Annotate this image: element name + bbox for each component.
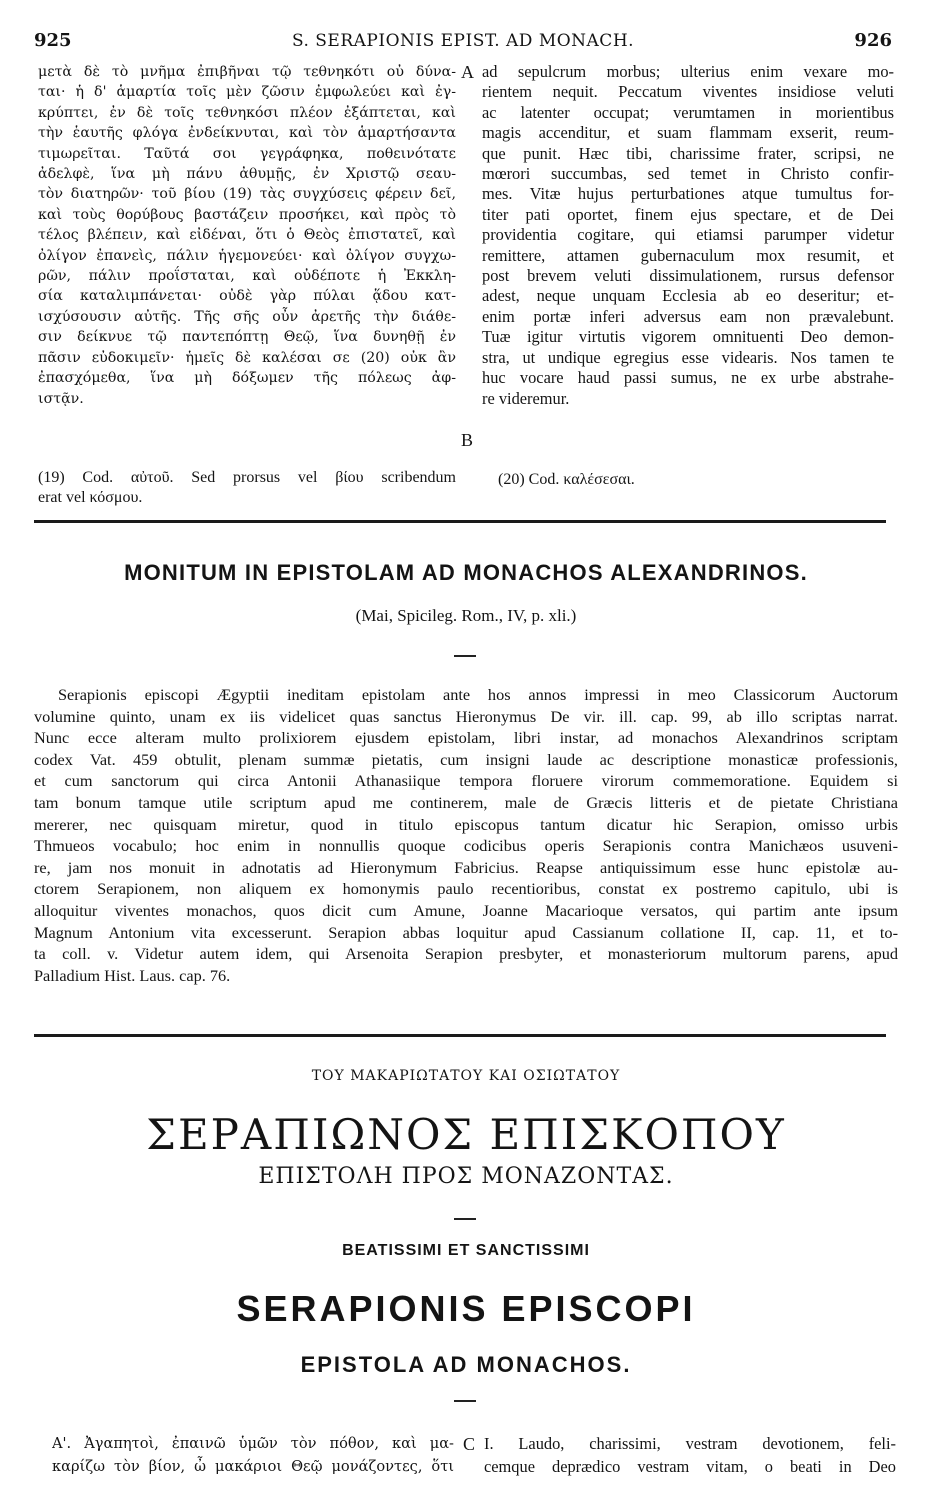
- monitum-text-line: Thmueos vocabulo; hoc enim in nonnullis quoque codicibus operis Serapionis contra Manichæos usuveni-: [34, 836, 898, 856]
- latin-footnote-20: (20) Cod. καλέσεσαι.: [498, 471, 635, 488]
- monitum-text-line: mererer, nec quisquam miretur, quod in titulo episcopus tantum dicatur hic Serapion, omisso urbis: [34, 814, 898, 834]
- monitum-text-line: Palladium Hist. Laus. cap. 76.: [34, 965, 231, 985]
- latin-text-line: ad sepulcrum morbus; ulterius enim vexare mo-: [482, 62, 894, 81]
- monitum-text-line: et cum sanctorum qui circa Antonii Athanasiique tempora floruere virorum commemoratione. Equidem si: [34, 771, 898, 791]
- section-rule-top: [34, 520, 886, 523]
- latin-text-line: ac latenter occupat; verumtamen in morientibus: [482, 102, 894, 122]
- latin-title-sub: EPISTOLA AD MONACHOS.: [300, 1352, 632, 1377]
- latin-text-line: magis accenditur, et suam flammam exserit, reum-: [482, 123, 894, 143]
- latin-text-line: post brevem veluti dissimulationem, rursus defensor: [482, 266, 894, 286]
- greek-text-line: ιστᾷν.: [38, 390, 84, 407]
- latin-text-line: mœrori succumbas, sed temet in Christo confir-: [482, 164, 894, 184]
- running-header: [34, 30, 892, 56]
- latin-text-line: cemque deprædico vestram vitam, o beati in Deo: [484, 1457, 896, 1476]
- latin-text-line: providentia cogitare, qui etiamsi parumper videtur: [482, 225, 894, 245]
- greek-text-line: ρῶν, πάλιν προΐσταται, καὶ οὐδέποτε ἡ Ἐκκλη-: [38, 268, 456, 285]
- monitum-text-line: alloquitur viventes monachos, quos dicit cum Amune, Joanne Macarioque versatos, qui partim ante ipsum: [34, 900, 898, 920]
- latin-text-line: remittere, attamen gubernaculum mox resumit, et: [482, 245, 894, 265]
- footnote-line: (19) Cod. αὐτοῦ. Sed prorsus vel βίου scribendum: [38, 469, 456, 486]
- greek-text-line: τὴν ἑαυτῆς φλόγα ἐνδείκνυται, καὶ τὸν ἁμαρτήσαντα: [38, 125, 456, 142]
- latin-text-line: enim portæ inferi adversus eam non prævalebunt.: [482, 306, 894, 326]
- latin-text-line: adest, neque unquam Ecclesia ab eo deseritur; et-: [482, 286, 894, 306]
- latin-title-small: BEATISSIMI ET SANCTISSIMI: [342, 1242, 590, 1259]
- latin-text-line: rientem nequit. Peccatum viventes insidiose veluti: [482, 82, 894, 102]
- separator-dash: [454, 655, 476, 657]
- latin-text-line: Tuæ igitur virtutis vigorem omnituenti Deo demon-: [482, 327, 894, 347]
- greek-title-small: ΤΟΥ ΜΑΚΑΡΙΩΤΑΤΟΥ ΚΑΙ ΟΣΙΩΤΑΤΟΥ: [311, 1068, 621, 1084]
- page-number-left: 925: [34, 30, 72, 51]
- monitum-body: [34, 684, 898, 986]
- monitum-text-line: Nunc ecce alteram multo prolixiorem ejusdem epistolam, libri instar, ad monachos Alexandrinos scriptam: [34, 728, 898, 748]
- monitum-source-text: (Mai, Spicileg. Rom., IV, p. xli.): [355, 606, 577, 625]
- monitum-source: [0, 606, 932, 626]
- latin-text-line: re videremur.: [482, 388, 570, 408]
- latin-text-line: titer pati oportet, finem ejus spectare, et de Dei: [482, 204, 894, 224]
- margin-marker-a: A: [461, 62, 474, 82]
- greek-text-line: ἀδελφὲ, ἵνα μὴ πάνυ ἀθυμῇς, ἐν Χριστῷ σεαυ-: [38, 166, 456, 183]
- latin-title-main: SERAPIONIS EPISCOPI: [236, 1288, 696, 1329]
- monitum-text-line: volumine quinto, unam ex iis videlicet quas sanctus Hieronymus De vir. ill. cap. 99, ab illo scriptas narrat.: [34, 706, 898, 726]
- latin-text-line: huc vocare haud passi sumus, ne ex urbe abstrahe-: [482, 368, 894, 388]
- greek-text-line: ται· ἡ δ' ἁμαρτία τοῖς μὲν ζῶσιν ἐμφωλεύει καὶ ἐγ-: [38, 84, 456, 101]
- greek-text-line: τέλος βλέπειν, καὶ εἰδέναι, ὅτι ὁ Θεὸς ἐπιστατεῖ, καὶ: [38, 227, 456, 244]
- greek-text-line: Α'. Ἀγαπητοὶ, ἐπαινῶ ὑμῶν τὸν πόθον, καὶ μα-: [52, 1435, 454, 1452]
- margin-marker-b: B: [461, 430, 474, 450]
- top-latin-column: [482, 62, 894, 409]
- monitum-text-line: tam bonum tamque utile scriptum apud me continerem, male de Græcis litteris et de pietate Christiana: [34, 792, 898, 812]
- greek-text-line: σιν δείκνυε τῷ παντεπόπτῃ Θεῷ, ἵνα δυνηθῇ ἐν: [38, 329, 456, 346]
- greek-text-line: ισχύσουσιν αὐτῆς. Τῆς σῆς οὖν ἀρετῆς τὴν διάθε-: [38, 308, 456, 325]
- running-title: S. SERAPIONIS EPIST. AD MONACH.: [291, 31, 635, 51]
- bottom-latin-column: [484, 1432, 896, 1478]
- greek-text-line: ἐπασχόμεθα, ἵνα μὴ δόξωμεν τῆς πόλεως ἀφ-: [38, 370, 456, 387]
- monitum-text-line: Magnum Antonium vita excesserunt. Serapion abbas loquitur apud Cassianum collatione II, cap. 11, et to-: [34, 922, 898, 942]
- section-rule-middle: [34, 1034, 886, 1037]
- margin-marker-c: C: [463, 1434, 476, 1454]
- greek-text-line: ὀλίγον ἐπανεὶς, πάλιν ἡγεμονεύει· καὶ ὀλίγον συγχω-: [38, 247, 456, 264]
- monitum-text-line: re, jam nos monuit in adnotatis ad Hieronymum Fabricius. Reapse antiquissimum esse hunc epistolæ au-: [34, 857, 898, 877]
- monitum-text-line: codex Vat. 459 obtulit, plenam summæ pietatis, cum insigni laude ac descriptione monasticæ professionis,: [34, 749, 898, 769]
- latin-text-line: I. Laudo, charissimi, vestram devotionem, feli-: [484, 1434, 896, 1453]
- greek-text-line: μετὰ δὲ τὸ μνῆμα ἐπιβῆναι τῷ τεθνηκότι οὐ δύνα-: [38, 64, 456, 80]
- greek-text-line: καὶ τοὺς θορύβους βαστάζειν προσήκει, καὶ πρὸς τὸ: [38, 206, 456, 223]
- latin-text-line: mes. Vitæ hujus perturbationes atque tumultus for-: [482, 184, 894, 204]
- footnote-line: erat vel κόσμου.: [38, 489, 143, 507]
- latin-text-line: que punit. Hæc tibi, charissime frater, scripsi, ne: [482, 143, 894, 163]
- greek-text-line: σία καταλιμπάνεται· οὐδὲ γὰρ πύλαι ᾅδου κατ-: [38, 288, 456, 305]
- greek-text-line: τιμωρεῖται. Ταῦτά σοι γεγράφηκα, ποθεινότατε: [38, 145, 456, 162]
- greek-text-line: τὸν διατηρῶν· τοῦ βίου (19) τὰς συγχύσεις φέρειν δεῖ,: [38, 186, 456, 203]
- top-greek-column: [38, 62, 456, 409]
- separator-dash: [454, 1400, 476, 1402]
- monitum-text-line: Serapionis episcopi Ægyptii ineditam epistolam ante hos annos impressi in meo Classicorum Auctorum: [58, 685, 898, 704]
- greek-text-line: κρύπτει, ἐν δὲ τοῖς τεθνηκόσι πλέον ἐξάπτεται, καὶ: [38, 104, 456, 121]
- greek-text-line: πᾶσιν εὐδοκιμεῖν· ἡμεῖς δὲ καλέσαι σε (20) οὐκ ἂν: [38, 349, 456, 366]
- greek-title-main: ΣΕΡΑΠΙΩΝΟΣ ΕΠΙΣΚΟΠΟΥ: [146, 1110, 786, 1159]
- bottom-greek-column: [52, 1432, 454, 1478]
- greek-text-line: καρίζω τὸν βίον, ὦ μακάριοι Θεῷ μονάζοντες, ὅτι: [52, 1458, 454, 1475]
- page-number-right: 926: [854, 30, 892, 51]
- greek-title-sub: ΕΠΙΣΤΟΛΗ ΠΡΟΣ ΜΟΝΑΖΟΝΤΑΣ.: [258, 1164, 674, 1189]
- monitum-text-line: ta coll. v. Videtur autem idem, qui Arsenoita Serapion presbyter, et monasteriorum multorum parens, apud: [34, 944, 898, 964]
- monitum-text-line: ctorem Serapionem, non aliquem ex homonymis paulo recentioribus, constat ex postremo capitulo, ubi is: [34, 879, 898, 899]
- separator-dash: [454, 1218, 476, 1220]
- monitum-title: MONITUM IN EPISTOLAM AD MONACHOS ALEXANDRINOS.: [124, 560, 808, 585]
- latin-text-line: stra, ut undique egregius esse videaris. Nos tamen te: [482, 347, 894, 367]
- greek-footnote-19: [38, 468, 456, 509]
